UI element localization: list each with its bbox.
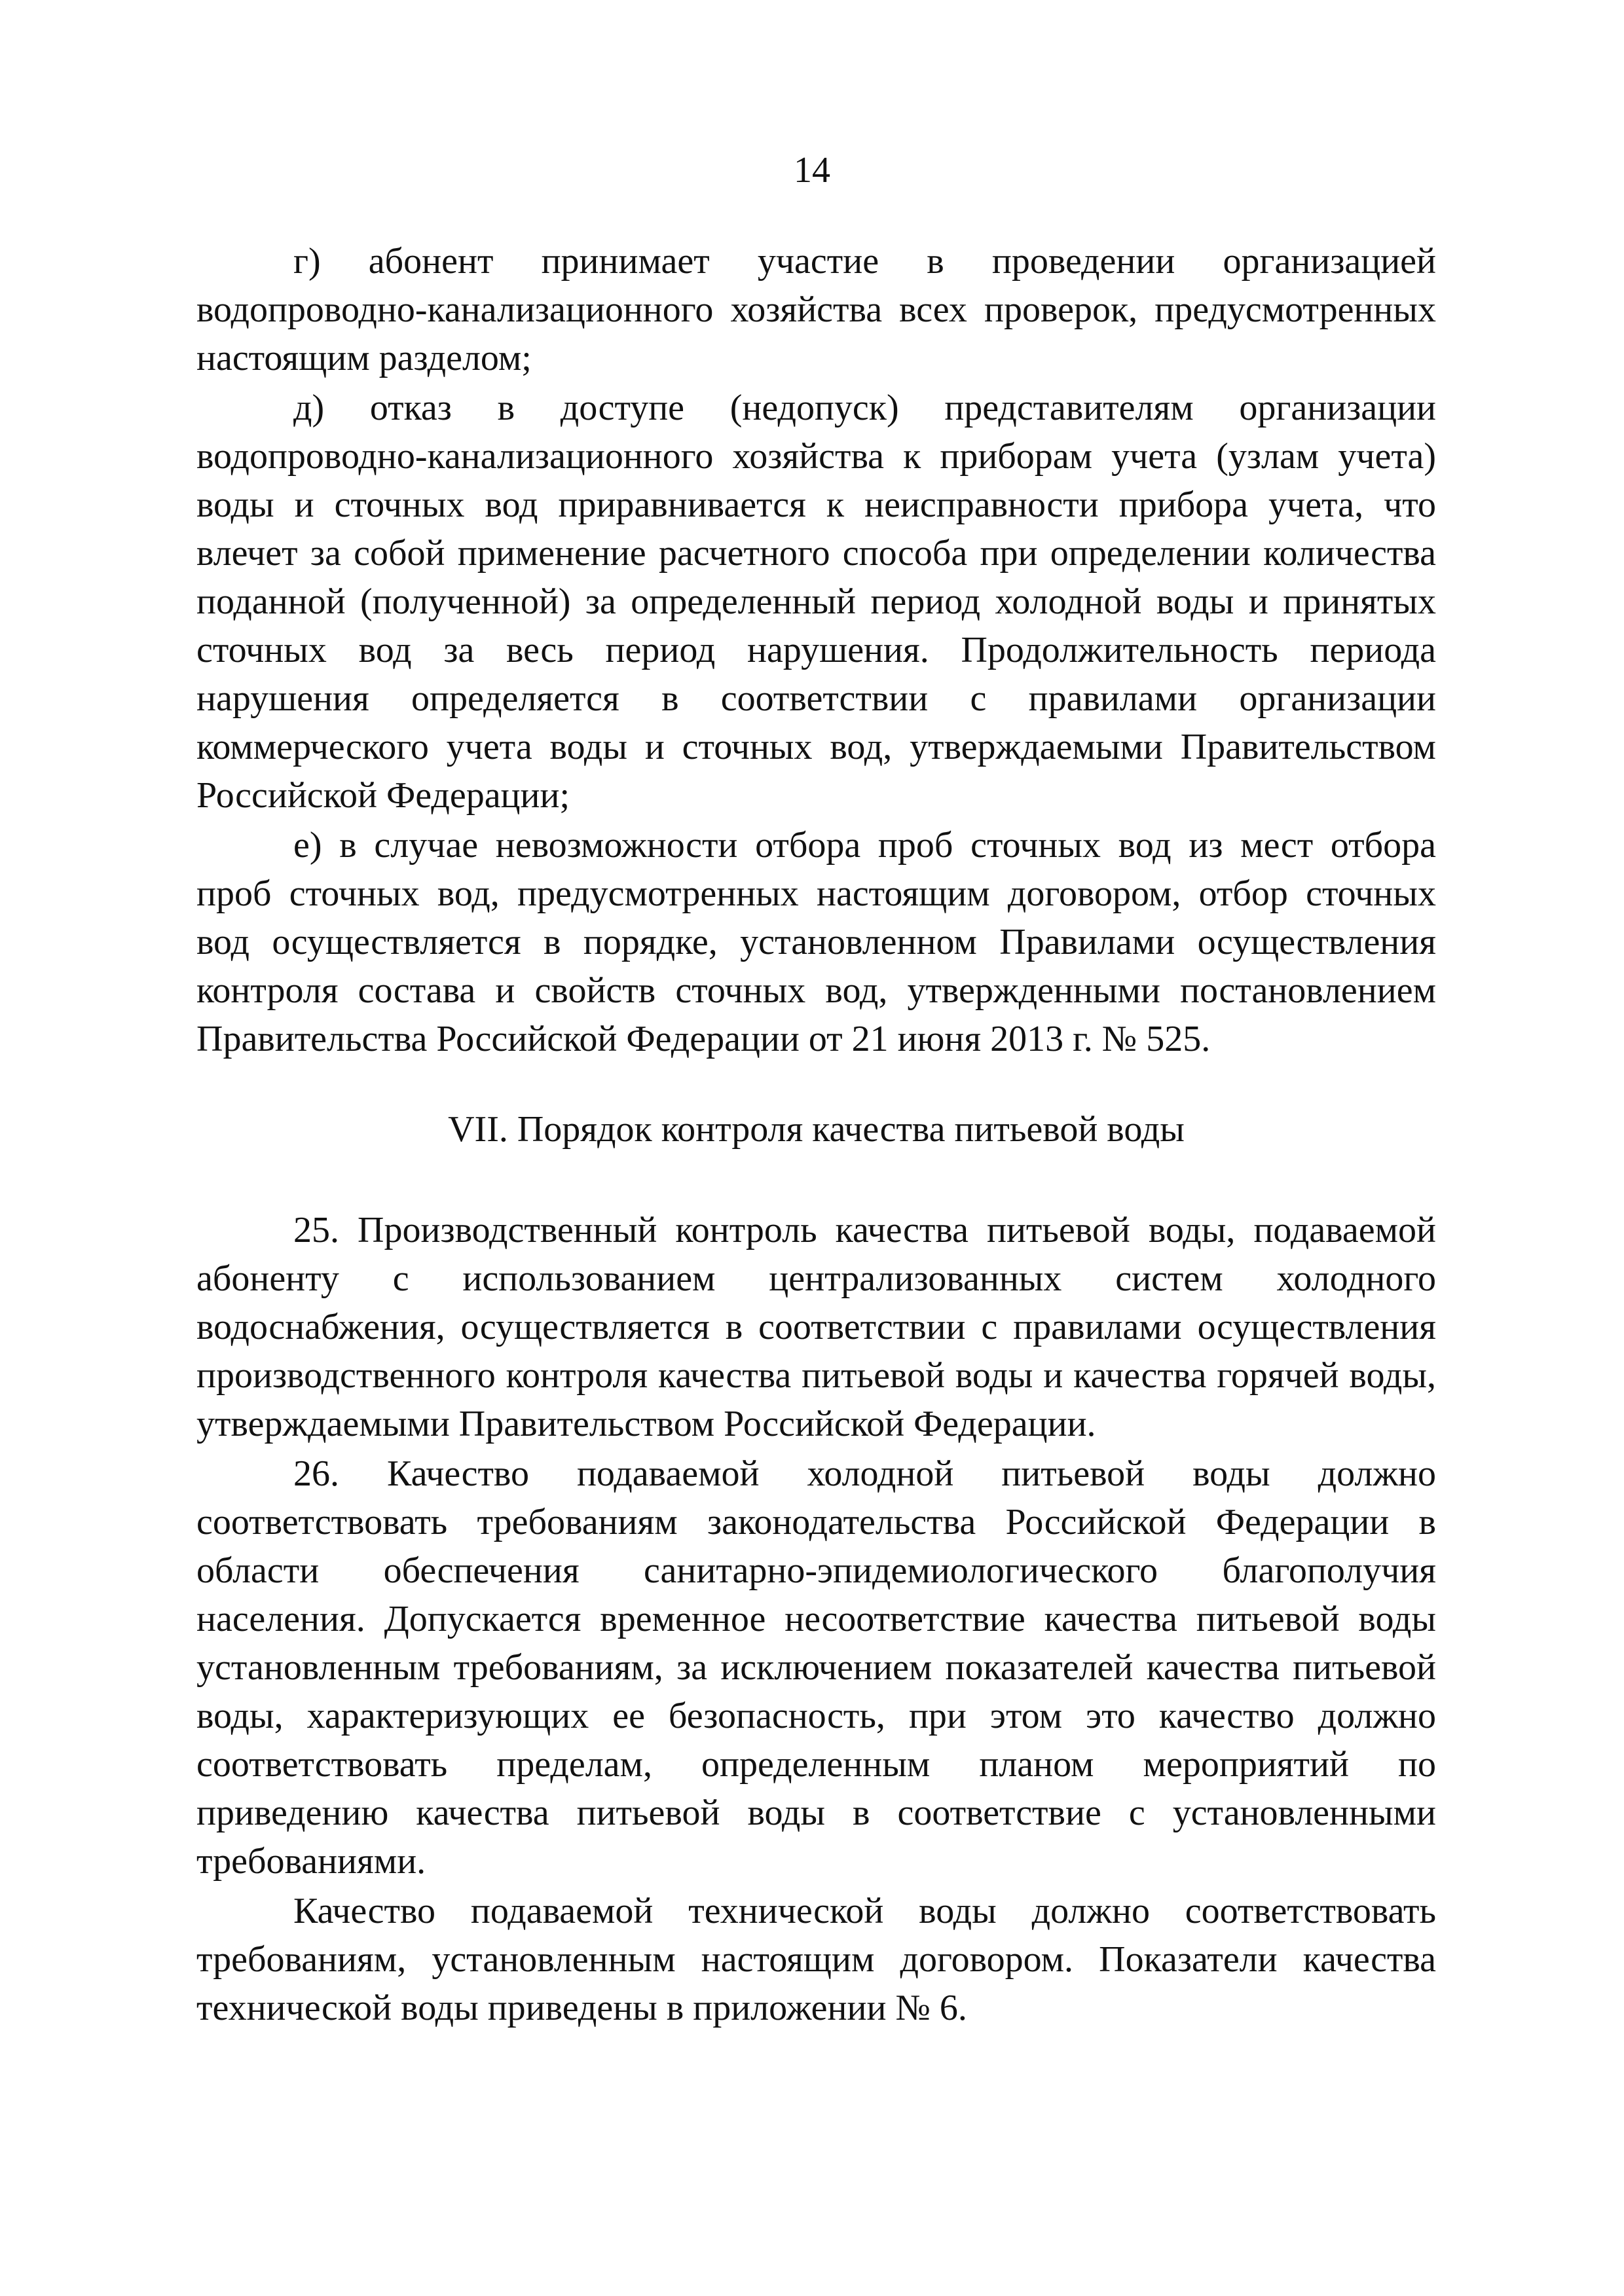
paragraph-clause-25: 25. Производственный контроль качества питьевой воды, подаваемой абоненту с использованием централизованных систем холодного водоснабжения, осуществляется в соответствии с правилами осуществления производственного контроля качества питьевой воды и качества горячей воды, утверждаемыми Правительством Российской Федерации. (196, 1210, 1436, 1444)
paragraph-item-d: д) отказ в доступе (недопуск) представителям организации водопроводно-канализационного хозяйства к приборам учета (узлам учета) воды и сточных вод приравнивается к неисправности прибора учета, что влечет за собой применение расчетного способа при определении количества поданной (полученной) за определенный период холодной воды и принятых сточных вод за весь период нарушения. Продолжительность периода нарушения определяется в соответствии с правилами организации коммерческого учета воды и сточных вод, утверждаемыми Правительством Российской Федерации; (196, 388, 1436, 816)
document-body (196, 237, 1436, 2032)
paragraph-clause-26: 26. Качество подаваемой холодной питьевой воды должно соответствовать требованиям законодательства Российской Федерации в области обеспечения санитарно-эпидемиологического благополучия населения. Допускается временное несоответствие качества питьевой воды установленным требованиям, за исключением показателей качества питьевой воды, характеризующих ее безопасность, при этом это качество должно соответствовать пределам, определенным планом мероприятий по приведению качества питьевой воды в соответствие с установленными требованиями. (196, 1453, 1436, 1882)
section-heading: VII. Порядок контроля качества питьевой воды (448, 1109, 1185, 1150)
page-number: 14 (794, 150, 830, 191)
paragraph-item-g: г) абонент принимает участие в проведении организацией водопроводно-канализационного хозяйства всех проверок, предусмотренных настоящим разделом; (196, 241, 1436, 378)
paragraph-technical-water: Качество подаваемой технической воды должно соответствовать требованиям, установленным настоящим договором. Показатели качества технической воды приведены в приложении № 6. (196, 1891, 1436, 2028)
paragraph-item-e: е) в случае невозможности отбора проб сточных вод из мест отбора проб сточных вод, предусмотренных настоящим договором, отбор сточных вод осуществляется в порядке, установленном Правилами осуществления контроля состава и свойств сточных вод, утвержденными постановлением Правительства Российской Федерации от 21 июня 2013 г. № 525. (196, 825, 1436, 1059)
